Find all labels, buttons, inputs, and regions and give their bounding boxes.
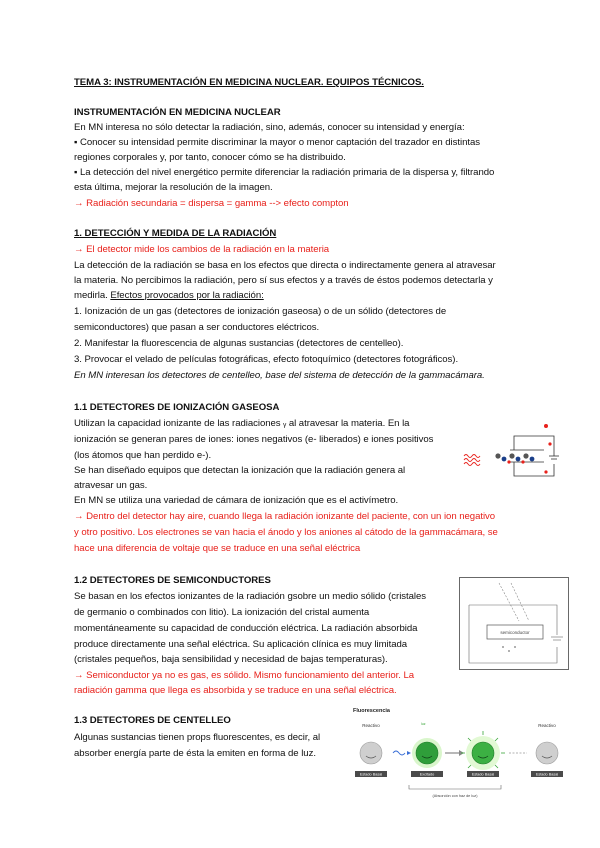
figure-frame	[460, 578, 569, 670]
intro-line: esta última, mejorar la resolución de la imagen.	[74, 182, 273, 193]
state-mid2-label: Estado Basal	[471, 772, 495, 777]
section12-line: (cristales pequeños, baja sensibilidad y necesidad de bajas temperaturas).	[74, 654, 388, 665]
section1-heading: 1. DETECCIÓN Y MEDIDA DE LA RADIACIÓN	[74, 228, 277, 239]
state-right-label: Estado Basal	[535, 772, 559, 777]
section11-red-line: hace una diferencia de voltaje que se traduce en una señal eléctrica	[74, 543, 361, 554]
section12-red-line: → Semiconductor ya no es gas, es sólido. Mismo funcionamiento del anterior. La	[74, 670, 415, 681]
section11-red-line: y otro positivo. Los electrones se van hacia el ánodo y los aniones al cátodo de la gammacámara, se	[74, 527, 498, 538]
molecule-basal-icon	[360, 742, 382, 764]
section13-line: Algunas sustancias tienen props fluorescentes, es decir, al	[74, 732, 321, 743]
section11-line: Utilizan la capacidad ionizante de las radiaciones ᵧ al atravesar la materia. En la	[74, 418, 410, 429]
intro-line: ▪ La detección del nivel energético permite diferenciar la radiación primaria de la dispersa y, filtrando	[74, 167, 495, 178]
left-reactive-label: Reactivo	[362, 723, 380, 728]
state-left-label: Estado Basal	[359, 772, 383, 777]
effect-item: 3. Provocar el velado de películas fotográficas, efecto fotoquímico (detectores fotográficos).	[74, 354, 459, 365]
section1-note: → El detector mide los cambios de la radiación en la materia	[74, 244, 330, 255]
state-mid1-label: Excitado	[419, 772, 435, 777]
wire-circuit	[510, 436, 559, 476]
section12-line: de germanio o combinados con litio). La ionización del cristal aumenta	[74, 607, 370, 618]
molecule-excited-icon	[416, 742, 438, 764]
section1-line	[74, 288, 264, 303]
section12-heading: 1.2 DETECTORES DE SEMICONDUCTORES	[74, 575, 271, 586]
section12-red-line: radiación gamma que llega es absorbida y se traduce en una señal eléctrica.	[74, 685, 397, 696]
section12-line: Se basan en los efectos ionizantes de la radiación gsobre un medio sólido (cristales	[74, 591, 427, 602]
ionization-chamber-figure	[462, 418, 562, 486]
section11-line: atravesar un gas.	[74, 480, 148, 491]
effect-item: semiconductores) que pasan a ser conductores eléctricos.	[74, 322, 320, 333]
document-title: TEMA 3: INSTRUMENTACIÓN EN MEDICINA NUCLEAR. EQUIPOS TÉCNICOS.	[74, 77, 424, 88]
section11-line: Se han diseñado equipos que detectan la ionización que la radiación genera al	[74, 465, 406, 476]
section12-line: produce directamente una señal eléctrica. Su aplicación clínica es muy limitada	[74, 639, 408, 650]
intro-line: En MN interesa no sólo detectar la radiación, sino, además, conocer su intensidad y energía:	[74, 122, 465, 133]
radiation-wave-icon	[464, 455, 480, 466]
section11-line: (los átomos que han perdido e-).	[74, 450, 212, 461]
crystal-label: semiconductor	[500, 630, 530, 635]
electrode-marker-icons	[544, 424, 552, 474]
figure-caption: (Absorción con haz de luz)	[432, 794, 478, 798]
semiconductor-detector-figure	[459, 577, 569, 670]
section13-heading: 1.3 DETECTORES DE CENTELLEO	[74, 715, 231, 726]
intro-line: ▪ Conocer su intensidad permite discriminar la mayor o menor captación del trazador en distintas	[74, 137, 480, 148]
right-reactive-label: Reactivo	[538, 723, 556, 728]
section11-line: En MN se utiliza una variedad de cámara de ionización que es el activímetro.	[74, 495, 399, 506]
measure-text: medirla.	[74, 290, 111, 301]
section13-line: absorber energía parte de ésta la emiten en forma de luz.	[74, 748, 316, 759]
intro-heading: INSTRUMENTACIÓN EN MEDICINA NUCLEAR	[74, 107, 281, 118]
intro-note: → Radiación secundaria = dispersa = gamma --> efecto compton	[74, 198, 349, 209]
intro-line: regiones corporales y, por tanto, conocer cómo se ha distribuido.	[74, 152, 346, 163]
fluorescence-figure	[349, 703, 573, 827]
section1-line: la materia. No percibimos la radiación, pero sí sus efectos y a través de éstos podemos detectarla y	[74, 275, 493, 286]
figure-title: Fluorescencia	[353, 708, 390, 714]
effects-label: Efectos provocados por la radiación:	[110, 290, 264, 301]
section1-italic-note: En MN interesan los detectores de centelleo, base del sistema de detección de la gammacámara.	[74, 370, 485, 381]
effect-item: 1. Ionización de un gas (detectores de ionización gaseosa) o de un sólido (detectores de	[74, 306, 447, 317]
section1-line: La detección de la radiación se basa en los efectos que directa o indirectamente genera al atravesar	[74, 260, 496, 271]
light-note-text: luz	[421, 722, 426, 726]
figure-background	[349, 703, 573, 827]
section12-line: momentáneamente su capacidad de conducción eléctrica. La radiación absorbida	[74, 623, 418, 634]
molecule-emitting-icon	[472, 742, 494, 764]
section11-red-line: → Dentro del detector hay aire, cuando llega la radiación ionizante del paciente, con un ion negativo	[74, 511, 496, 522]
section11-line: ionización se generan pares de iones: iones negativos (e- liberados) e iones positivos	[74, 434, 434, 445]
effect-item: 2. Manifestar la fluorescencia de algunas sustancias (detectores de centelleo).	[74, 338, 404, 349]
molecule-basal-right-icon	[536, 742, 558, 764]
section11-heading: 1.1 DETECTORES DE IONIZACIÓN GASEOSA	[74, 402, 280, 413]
